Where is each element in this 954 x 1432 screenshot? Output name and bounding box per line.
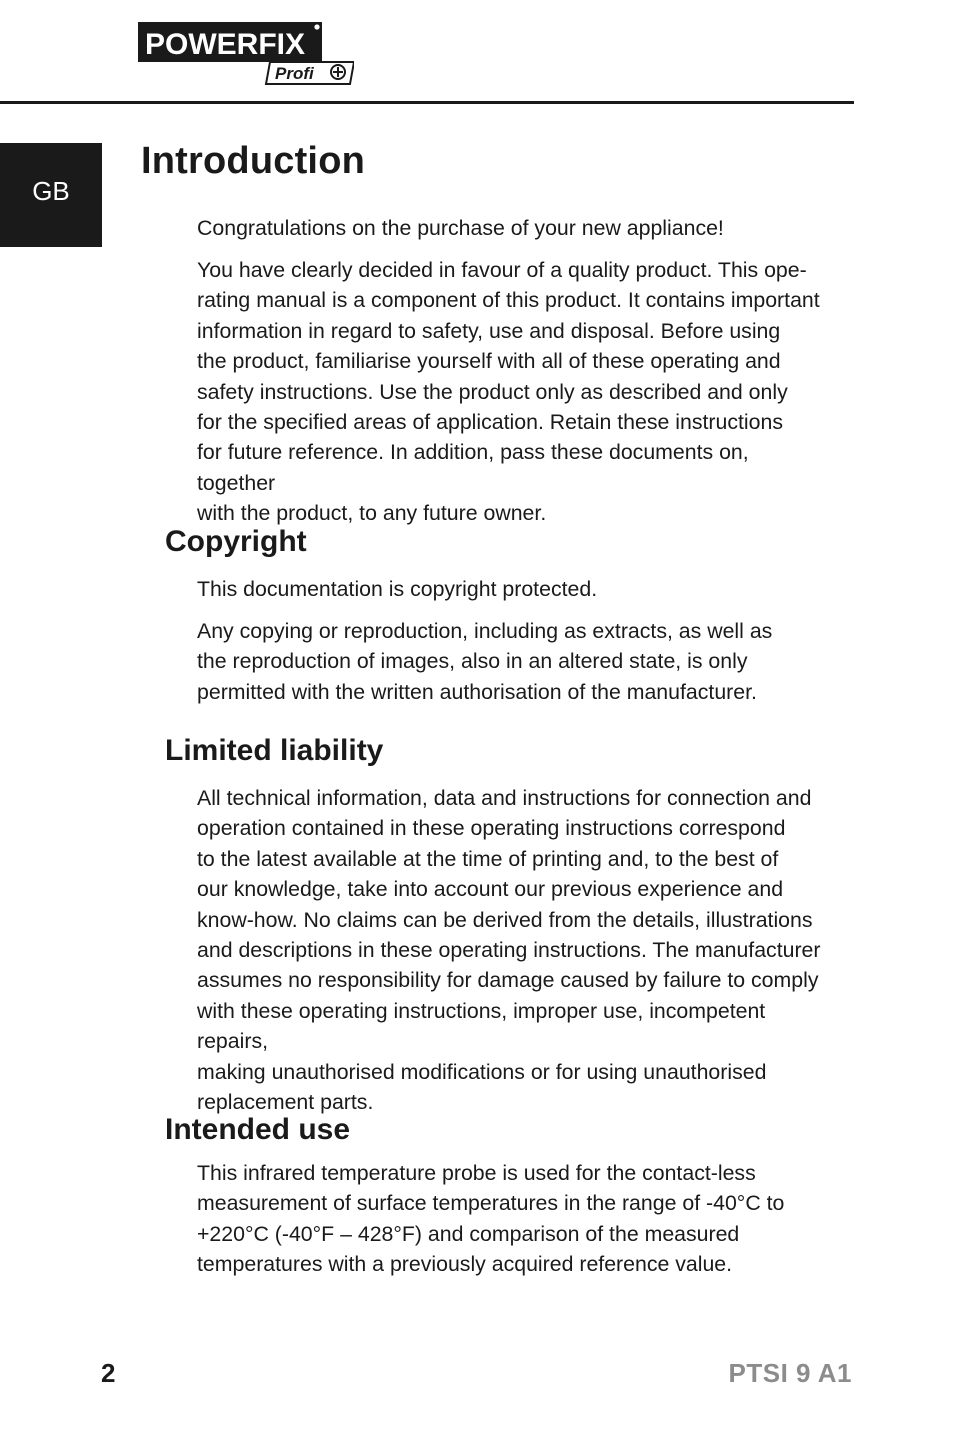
line: for future reference. In addition, pass these documents on, together bbox=[197, 440, 749, 495]
line: assumes no responsibility for damage caused by failure to comply bbox=[197, 968, 819, 993]
liability-para bbox=[197, 783, 822, 1117]
line: our knowledge, take into account our previous experience and bbox=[197, 877, 784, 902]
line: for the specified areas of application. Retain these instructions bbox=[197, 410, 783, 435]
limited-liability-heading: Limited liability bbox=[165, 734, 384, 767]
sub-brand-text: Profi bbox=[275, 64, 314, 83]
intro-para-2 bbox=[197, 255, 822, 529]
line: measurement of surface temperatures in the range of -40°C to bbox=[197, 1191, 785, 1216]
line: +220°C (-40°F – 428°F) and comparison of the measured bbox=[197, 1221, 740, 1246]
powerfix-profi-logo bbox=[138, 22, 354, 86]
line: the product, familiarise yourself with all of these operating and bbox=[197, 349, 781, 374]
line: with these operating instructions, improper use, incompetent repairs, bbox=[197, 998, 766, 1054]
intended-use-para bbox=[197, 1158, 822, 1280]
line: replacement parts. bbox=[197, 1090, 374, 1115]
line: with the product, to any future owner. bbox=[197, 501, 547, 526]
intro-para-1 bbox=[197, 213, 822, 243]
line: know-how. No claims can be derived from the details, illustrations bbox=[197, 907, 813, 932]
line: Any copying or reproduction, including as extracts, as well as bbox=[197, 619, 773, 643]
copyright-para-1-text: This documentation is copyright protected. bbox=[197, 577, 598, 601]
line: temperatures with a previously acquired reference value. bbox=[197, 1252, 733, 1277]
line: This infrared temperature probe is used for the contact-less bbox=[197, 1161, 756, 1185]
line: and descriptions in these operating instructions. The manufacturer bbox=[197, 938, 821, 963]
line: safety instructions. Use the product only as described and only bbox=[197, 379, 788, 404]
line: You have clearly decided in favour of a quality product. This ope- bbox=[197, 258, 807, 282]
line: All technical information, data and instructions for connection and bbox=[197, 786, 812, 810]
line: rating manual is a component of this product. It contains important bbox=[197, 288, 820, 313]
copyright-para-1 bbox=[197, 574, 822, 604]
intro-para-1-text: Congratulations on the purchase of your new appliance! bbox=[197, 216, 724, 240]
line: permitted with the written authorisation of the manufacturer. bbox=[197, 679, 757, 704]
line: the reproduction of images, also in an altered state, is only bbox=[197, 649, 748, 674]
model-number: PTSI 9 A1 bbox=[728, 1358, 852, 1388]
introduction-heading: Introduction bbox=[141, 140, 366, 182]
line: to the latest available at the time of printing and, to the best of bbox=[197, 846, 779, 871]
language-tab bbox=[0, 143, 102, 247]
line: operation contained in these operating instructions correspond bbox=[197, 816, 786, 841]
line: making unauthorised modifications or for using unauthorised bbox=[197, 1059, 767, 1084]
copyright-para-2 bbox=[197, 616, 822, 707]
copyright-heading: Copyright bbox=[165, 525, 307, 558]
brand-text: POWERFIX bbox=[145, 28, 306, 61]
language-label: GB bbox=[32, 175, 70, 206]
line: information in regard to safety, use and disposal. Before using bbox=[197, 318, 781, 343]
header-rule bbox=[0, 101, 854, 104]
page-number: 2 bbox=[101, 1358, 116, 1388]
intended-use-heading: Intended use bbox=[165, 1113, 351, 1146]
